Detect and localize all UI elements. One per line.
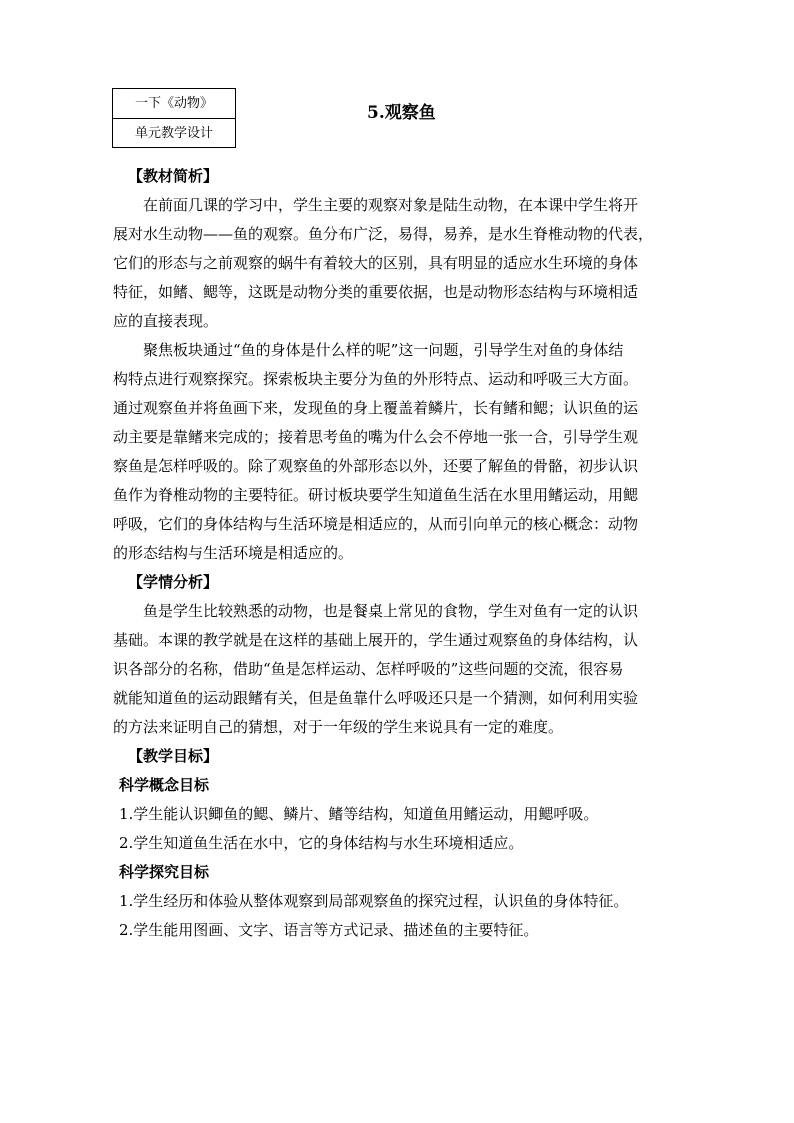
paragraph-line: 呼吸，它们的身体结构与生活环境是相适应的，从而引向单元的核心概念：动物: [113, 515, 639, 533]
paragraph-line: 构特点进行观察探究。探索板块主要分为鱼的外形特点、运动和呼吸三大方面。: [113, 370, 639, 388]
paragraph-line: 通过观察鱼并将鱼画下来，发现鱼的身上覆盖着鳞片，长有鳍和鳃；认识鱼的运: [113, 399, 639, 417]
paragraph-line: 动主要是靠鳍来完成的；接着思考鱼的嘴为什么会不停地一张一合，引导学生观: [113, 428, 639, 446]
list-item: 1.学生经历和体验从整体观察到局部观察鱼的探究过程，认识鱼的身体特征。: [119, 892, 629, 910]
paragraph-line: 在前面几课的学习中，学生主要的观察对象是陆生动物，在本课中学生将开: [143, 196, 639, 214]
lesson-title: 5.观察鱼: [367, 103, 436, 123]
subsection-heading: 科学概念目标: [119, 776, 210, 794]
paragraph-line: 聚焦板块通过“鱼的身体是什么样的呢”这一问题，引导学生对鱼的身体结: [143, 341, 624, 359]
paragraph-line: 鱼作为脊椎动物的主要特征。研讨板块要学生知道鱼生活在水里用鳍运动，用鳃: [113, 486, 639, 504]
paragraph-line: 它们的形态与之前观察的蜗牛有着较大的区别，具有明显的适应水生环境的身体: [113, 254, 639, 272]
list-item: 2.学生能用图画、文字、语言等方式记录、描述鱼的主要特征。: [119, 921, 539, 939]
document-body: [113, 162, 685, 945]
paragraph-line: 就能知道鱼的运动跟鳍有关，但是鱼靠什么呼吸还只是一个猜测，如何利用实验: [113, 689, 639, 707]
unit-info-box: [112, 88, 236, 148]
unit-name: 一下《动物》: [113, 89, 235, 119]
unit-design-label: 单元教学设计: [134, 126, 213, 141]
subsection-heading: 科学探究目标: [119, 863, 210, 881]
paragraph-line: 特征，如鳍、鳃等，这既是动物分类的重要依据，也是动物形态结构与环境相适: [113, 283, 639, 301]
paragraph-line: 察鱼是怎样呼吸的。除了观察鱼的外部形态以外，还要了解鱼的骨骼，初步认识: [113, 457, 639, 475]
list-item: 2.学生知道鱼生活在水中，它的身体结构与水生环境相适应。: [119, 834, 524, 852]
paragraph-line: 的形态结构与生活环境是相适应的。: [113, 544, 354, 562]
list-item: 1.学生能认识鲫鱼的鳃、鳞片、鳍等结构，知道鱼用鳍运动，用鳃呼吸。: [119, 805, 599, 823]
paragraph-line: 识各部分的名称，借助“鱼是怎样运动、怎样呼吸的”这些问题的交流，很容易: [113, 660, 624, 678]
paragraph-line: 鱼是学生比较熟悉的动物，也是餐桌上常见的食物，学生对鱼有一定的认识: [143, 602, 639, 620]
section-heading: 【学情分析】: [128, 573, 219, 591]
paragraph-line: 应的直接表现。: [113, 312, 219, 330]
section-heading: 【教材简析】: [128, 167, 219, 185]
paragraph-line: 的方法来证明自己的猜想，对于一年级的学生来说具有一定的难度。: [113, 718, 564, 736]
section-heading: 【教学目标】: [128, 747, 219, 765]
paragraph-line: 基础。本课的教学就是在这样的基础上展开的，学生通过观察鱼的身体结构，认: [113, 631, 639, 649]
paragraph-line: 展对水生动物——鱼的观察。鱼分布广泛，易得，易养，是水生脊椎动物的代表，: [113, 225, 654, 243]
